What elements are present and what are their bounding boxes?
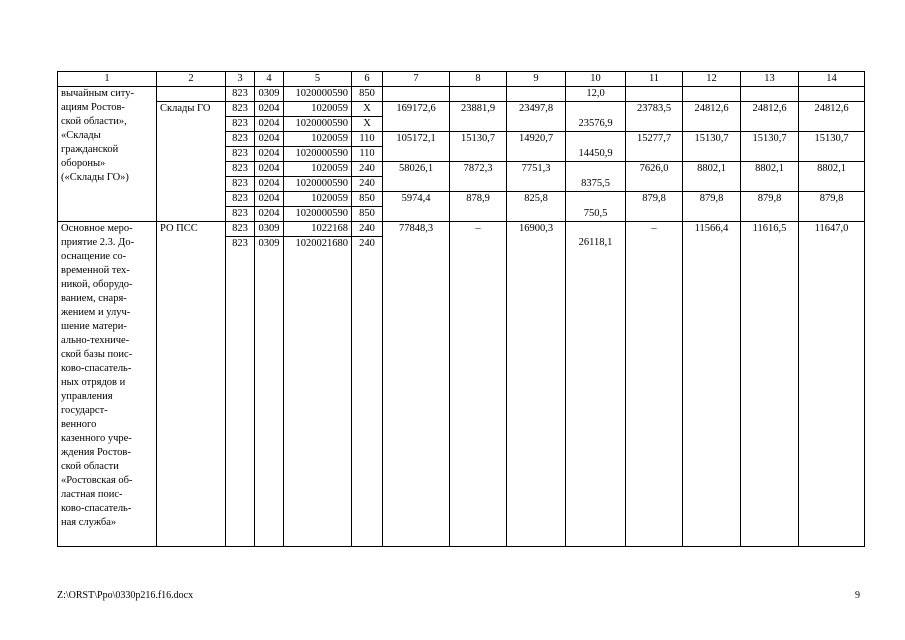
value-cell: 169172,6	[383, 102, 450, 132]
rzpr-cell: 0204	[255, 177, 284, 192]
header-col-2: 2	[157, 72, 226, 87]
value-cell: 7751,3	[507, 162, 566, 192]
value-cell: 58026,1	[383, 162, 450, 192]
value-cell: 23497,8	[507, 102, 566, 132]
value-cell: 878,9	[450, 192, 507, 222]
value-cell	[683, 87, 741, 102]
csr-cell: 1020059	[284, 162, 352, 177]
value-cell	[741, 87, 799, 102]
value-cell: 16900,3	[507, 222, 566, 547]
grbs-cell: 823	[226, 117, 255, 132]
value-cell: 24812,6	[799, 102, 865, 132]
csr-cell: 1020000590	[284, 87, 352, 102]
vr-cell: 850	[352, 207, 383, 222]
measure-name-line: ково-спасатель-	[61, 503, 132, 514]
measure-name-line: ная служба»	[61, 517, 117, 528]
rzpr-cell: 0309	[255, 222, 284, 237]
value-cell: 105172,1	[383, 132, 450, 162]
value-cell: 77848,3	[383, 222, 450, 547]
header-col-6: 6	[352, 72, 383, 87]
file-path: Z:\ORST\Ppo\0330p216.f16.docx	[57, 590, 194, 601]
measure-name-line: ластная поис-	[61, 489, 123, 500]
value-cell: 24812,6	[683, 102, 741, 132]
vr-cell: 240	[352, 237, 383, 547]
value-cell: 8375,5	[566, 162, 626, 192]
grbs-cell: 823	[226, 222, 255, 237]
csr-cell: 1020059	[284, 102, 352, 117]
value-cell: 879,8	[626, 192, 683, 222]
value-cell: 8802,1	[741, 162, 799, 192]
header-col-1: 1	[58, 72, 157, 87]
measure-name-line: оснащение со-	[61, 251, 127, 262]
measure-name-line: государст-	[61, 405, 108, 416]
header-col-9: 9	[507, 72, 566, 87]
header-col-7: 7	[383, 72, 450, 87]
value-cell: 14920,7	[507, 132, 566, 162]
value-cell: 5974,4	[383, 192, 450, 222]
rzpr-cell: 0204	[255, 147, 284, 162]
vr-cell: 850	[352, 87, 383, 102]
header-col-14: 14	[799, 72, 865, 87]
vr-cell: 850	[352, 192, 383, 207]
measure-name-line: ально-техниче-	[61, 335, 130, 346]
header-col-3: 3	[226, 72, 255, 87]
csr-cell: 1020059	[284, 132, 352, 147]
value-cell: 14450,9	[566, 132, 626, 162]
grbs-cell: 823	[226, 102, 255, 117]
vr-cell: 240	[352, 162, 383, 177]
header-row	[58, 72, 865, 87]
value-cell: 15130,7	[741, 132, 799, 162]
measure-name-line: Основное меро-	[61, 223, 133, 234]
value-cell: 23783,5	[626, 102, 683, 132]
vr-cell: X	[352, 117, 383, 132]
header-col-5: 5	[284, 72, 352, 87]
header-col-12: 12	[683, 72, 741, 87]
measure-name-line: ванием, снаря-	[61, 293, 127, 304]
measure-name-line: временной тех-	[61, 265, 130, 276]
executor-cell	[157, 87, 226, 102]
value-cell: 24812,6	[741, 102, 799, 132]
grbs-cell: 823	[226, 237, 255, 547]
value-cell	[566, 222, 626, 547]
value-cell: 11566,4	[683, 222, 741, 547]
measure-name-line: ациям Ростов-	[61, 102, 125, 113]
table-row	[58, 222, 865, 237]
vr-cell: 240	[352, 177, 383, 192]
value-cell	[383, 87, 450, 102]
rzpr-cell: 0204	[255, 162, 284, 177]
rzpr-cell: 0204	[255, 132, 284, 147]
budget-table	[57, 71, 865, 547]
csr-cell: 1020000590	[284, 117, 352, 132]
vr-cell: 240	[352, 222, 383, 237]
vr-cell: X	[352, 102, 383, 117]
grbs-cell: 823	[226, 207, 255, 222]
value-cell: 8802,1	[799, 162, 865, 192]
header-col-11: 11	[626, 72, 683, 87]
header-col-13: 13	[741, 72, 799, 87]
value-cell: 7626,0	[626, 162, 683, 192]
measure-name-cell	[58, 222, 157, 547]
value-cell: 7872,3	[450, 162, 507, 192]
page-number: 9	[855, 590, 860, 601]
rzpr-cell: 0309	[255, 87, 284, 102]
measure-name-line: «Склады	[61, 130, 101, 141]
header-col-8: 8	[450, 72, 507, 87]
measure-name-line: ской области»,	[61, 116, 127, 127]
measure-name-line: приятие 2.3. До-	[61, 237, 135, 248]
value-cell	[626, 87, 683, 102]
value-cell: 15130,7	[683, 132, 741, 162]
value-cell	[507, 87, 566, 102]
header-col-4: 4	[255, 72, 284, 87]
measure-name-line: гражданской	[61, 144, 119, 155]
vr-cell: 110	[352, 132, 383, 147]
rzpr-cell: 0204	[255, 117, 284, 132]
vr-cell: 110	[352, 147, 383, 162]
value-cell: 15130,7	[450, 132, 507, 162]
measure-name-line: вычайным ситу-	[61, 88, 134, 99]
table-row	[58, 102, 865, 117]
rzpr-cell: 0309	[255, 237, 284, 547]
value-cell: 879,8	[799, 192, 865, 222]
value-cell: –	[626, 222, 683, 547]
measure-name-line: управления	[61, 391, 113, 402]
rzpr-cell: 0204	[255, 192, 284, 207]
value-cell	[450, 87, 507, 102]
rzpr-cell: 0204	[255, 102, 284, 117]
value-cell: 23576,9	[566, 102, 626, 132]
measure-name-line: шение матери-	[61, 321, 127, 332]
csr-cell: 1022168	[284, 222, 352, 237]
value-cell: 15277,7	[626, 132, 683, 162]
executor-cell: Склады ГО	[157, 102, 226, 222]
csr-cell: 1020059	[284, 192, 352, 207]
value-cell: 8802,1	[683, 162, 741, 192]
grbs-cell: 823	[226, 192, 255, 207]
measure-name-line: ждения Ростов-	[61, 447, 131, 458]
executor-cell: РО ПСС	[157, 222, 226, 547]
measure-name-line: ской области	[61, 461, 119, 472]
csr-cell: 1020021680	[284, 237, 352, 547]
csr-cell: 1020000590	[284, 147, 352, 162]
measure-name-line: ных отрядов и	[61, 377, 126, 388]
measure-name-line: жением и улуч-	[61, 307, 131, 318]
measure-name-line: венного	[61, 419, 97, 430]
value-text: 26118,1	[578, 237, 613, 248]
header-col-10: 10	[566, 72, 626, 87]
value-cell: 12,0	[566, 87, 626, 102]
grbs-cell: 823	[226, 177, 255, 192]
value-cell: 825,8	[507, 192, 566, 222]
measure-name-line: («Склады ГО»)	[61, 172, 129, 183]
value-cell: 879,8	[683, 192, 741, 222]
value-cell: 15130,7	[799, 132, 865, 162]
grbs-cell: 823	[226, 147, 255, 162]
value-cell: –	[450, 222, 507, 547]
value-cell: 23881,9	[450, 102, 507, 132]
measure-name-line: никой, оборудо-	[61, 279, 133, 290]
measure-name-line: казенного учре-	[61, 433, 132, 444]
value-cell: 879,8	[741, 192, 799, 222]
measure-name-cell	[58, 87, 157, 222]
table-row	[58, 87, 865, 102]
grbs-cell: 823	[226, 132, 255, 147]
measure-name-line: ской базы поис-	[61, 349, 133, 360]
grbs-cell: 823	[226, 162, 255, 177]
rzpr-cell: 0204	[255, 207, 284, 222]
measure-name-line: ково-спасатель-	[61, 363, 132, 374]
value-cell: 11616,5	[741, 222, 799, 547]
measure-name-line: «Ростовская об-	[61, 475, 133, 486]
csr-cell: 1020000590	[284, 207, 352, 222]
value-cell: 750,5	[566, 192, 626, 222]
value-cell	[799, 87, 865, 102]
value-cell: 11647,0	[799, 222, 865, 547]
grbs-cell: 823	[226, 87, 255, 102]
csr-cell: 1020000590	[284, 177, 352, 192]
measure-name-line: обороны»	[61, 158, 106, 169]
